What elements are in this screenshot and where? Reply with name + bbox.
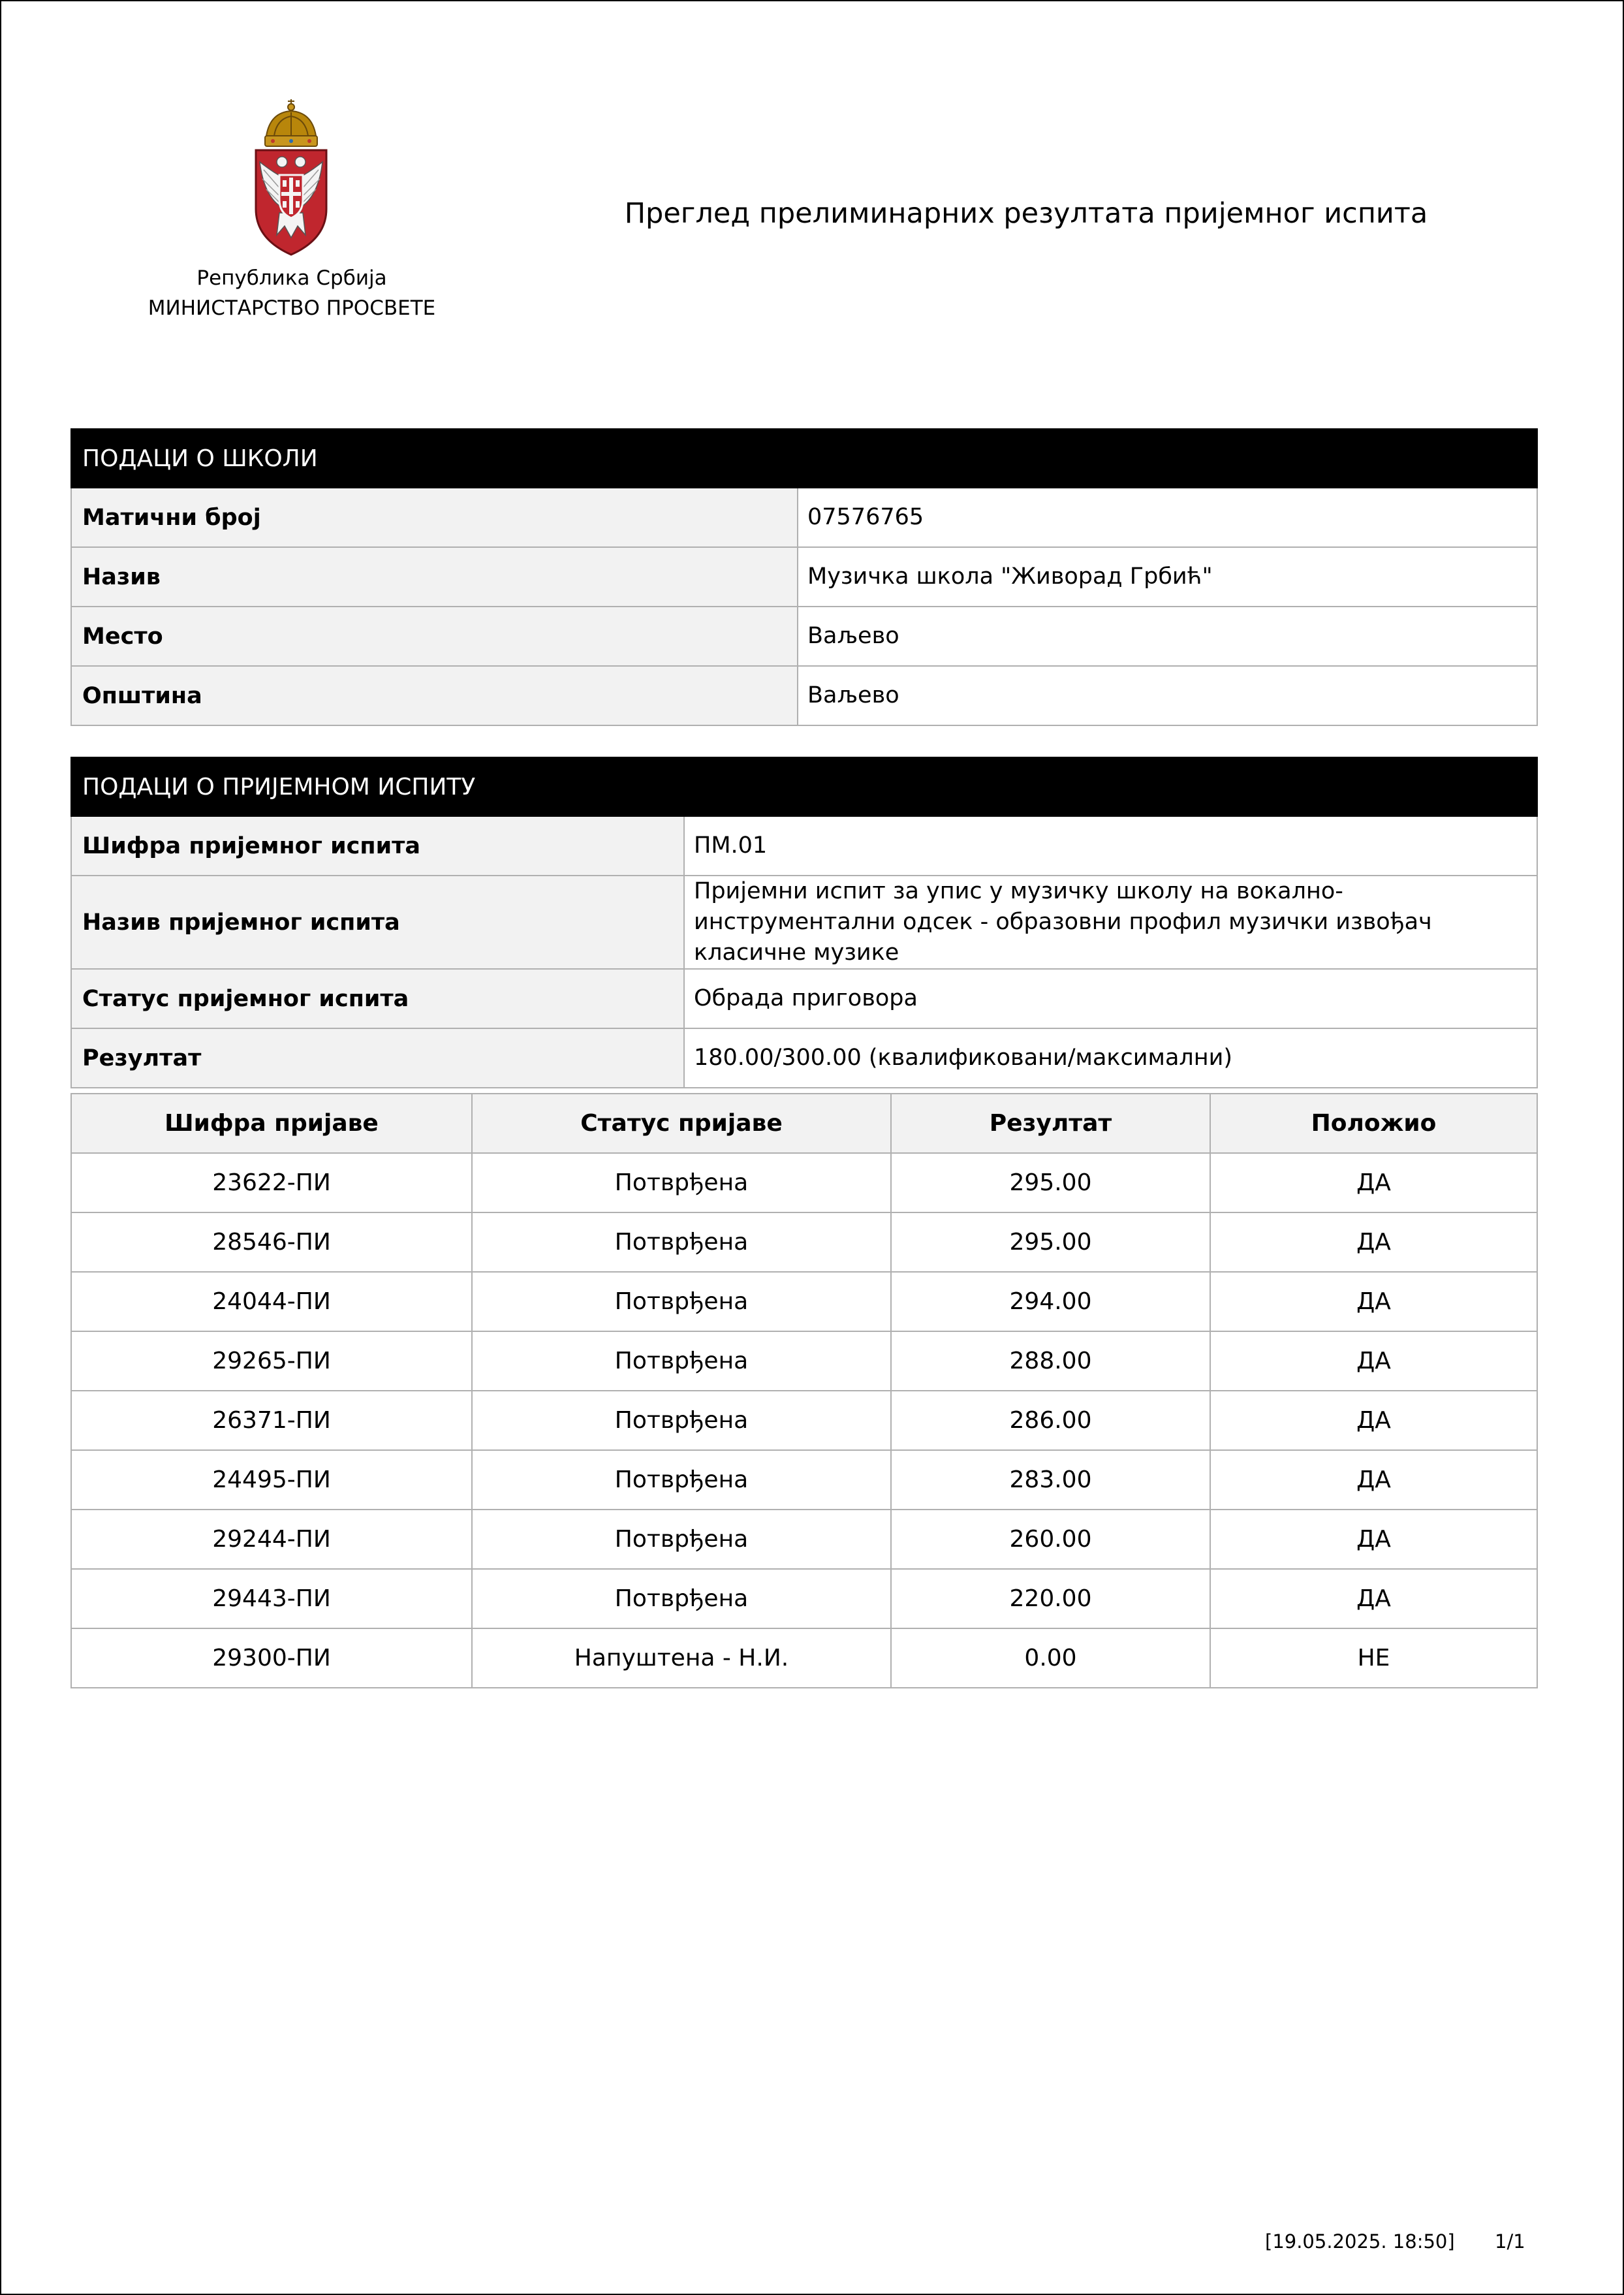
passed-flag: ДА bbox=[1210, 1450, 1537, 1510]
table-row bbox=[71, 488, 1537, 547]
page-number: 1/1 bbox=[1495, 2230, 1525, 2253]
field-label: Статус пријемног испита bbox=[71, 969, 684, 1028]
school-info-table bbox=[70, 428, 1538, 726]
table-row bbox=[71, 1028, 1537, 1088]
passed-flag: ДА bbox=[1210, 1510, 1537, 1569]
column-header: Статус пријаве bbox=[472, 1094, 891, 1153]
passed-flag: ДА bbox=[1210, 1272, 1537, 1331]
column-header: Резултат bbox=[891, 1094, 1210, 1153]
application-code: 24495-ПИ bbox=[71, 1450, 472, 1510]
field-value: Обрада приговора bbox=[684, 969, 1537, 1028]
results-table bbox=[70, 1093, 1538, 1688]
application-status: Напуштена - Н.И. bbox=[472, 1628, 891, 1688]
field-label: Резултат bbox=[71, 1028, 684, 1088]
passed-flag: ДА bbox=[1210, 1212, 1537, 1272]
passed-flag: ДА bbox=[1210, 1391, 1537, 1450]
table-row bbox=[71, 1391, 1537, 1450]
field-label: Место bbox=[71, 607, 798, 666]
table-row bbox=[71, 1212, 1537, 1272]
field-label: Назив пријемног испита bbox=[71, 876, 684, 969]
table-row bbox=[71, 969, 1537, 1028]
ministry-name: МИНИСТАРСТВО ПРОСВЕТЕ bbox=[148, 296, 436, 320]
table-row bbox=[71, 1569, 1537, 1628]
coat-of-arms-icon bbox=[251, 98, 332, 261]
table-row bbox=[71, 816, 1537, 876]
application-score: 0.00 bbox=[891, 1628, 1210, 1688]
application-code: 29265-ПИ bbox=[71, 1331, 472, 1391]
field-value: Ваљево bbox=[798, 666, 1537, 725]
application-status: Потврђена bbox=[472, 1331, 891, 1391]
field-value: 180.00/300.00 (квалификовани/максимални) bbox=[684, 1028, 1537, 1088]
application-score: 294.00 bbox=[891, 1272, 1210, 1331]
application-code: 23622-ПИ bbox=[71, 1153, 472, 1212]
field-label: Назив bbox=[71, 547, 798, 607]
column-header: Положио bbox=[1210, 1094, 1537, 1153]
field-value: Ваљево bbox=[798, 607, 1537, 666]
application-status: Потврђена bbox=[472, 1510, 891, 1569]
table-row bbox=[71, 547, 1537, 607]
exam-info-table bbox=[70, 757, 1538, 1088]
application-score: 260.00 bbox=[891, 1510, 1210, 1569]
document-title: Преглед прелиминарних резултата пријемног испита bbox=[624, 197, 1428, 230]
table-row bbox=[71, 1331, 1537, 1391]
table-row bbox=[71, 1272, 1537, 1331]
field-value: 07576765 bbox=[798, 488, 1537, 547]
application-code: 28546-ПИ bbox=[71, 1212, 472, 1272]
field-label: Општина bbox=[71, 666, 798, 725]
application-score: 220.00 bbox=[891, 1569, 1210, 1628]
application-code: 29244-ПИ bbox=[71, 1510, 472, 1569]
print-timestamp: [19.05.2025. 18:50] bbox=[1265, 2230, 1455, 2253]
field-value: ПМ.01 bbox=[684, 816, 1537, 876]
school-section-heading: ПОДАЦИ О ШКОЛИ bbox=[71, 429, 1537, 488]
application-code: 29443-ПИ bbox=[71, 1569, 472, 1628]
field-value: Музичка школа "Живорад Грбић" bbox=[798, 547, 1537, 607]
table-header-row bbox=[71, 1094, 1537, 1153]
table-row bbox=[71, 1153, 1537, 1212]
exam-section-heading: ПОДАЦИ О ПРИЈЕМНОМ ИСПИТУ bbox=[71, 757, 1537, 816]
application-status: Потврђена bbox=[472, 1212, 891, 1272]
application-status: Потврђена bbox=[472, 1272, 891, 1331]
application-code: 24044-ПИ bbox=[71, 1272, 472, 1331]
field-value: Пријемни испит за упис у музичку школу на вокално-инструментални одсек - образовни профил музички извођач класичне музике bbox=[684, 876, 1537, 969]
application-status: Потврђена bbox=[472, 1569, 891, 1628]
table-row bbox=[71, 876, 1537, 969]
column-header: Шифра пријаве bbox=[71, 1094, 472, 1153]
application-score: 288.00 bbox=[891, 1331, 1210, 1391]
application-score: 286.00 bbox=[891, 1391, 1210, 1450]
table-row bbox=[71, 666, 1537, 725]
passed-flag: ДА bbox=[1210, 1331, 1537, 1391]
application-status: Потврђена bbox=[472, 1153, 891, 1212]
application-status: Потврђена bbox=[472, 1391, 891, 1450]
application-code: 29300-ПИ bbox=[71, 1628, 472, 1688]
application-score: 295.00 bbox=[891, 1153, 1210, 1212]
table-row bbox=[71, 1450, 1537, 1510]
passed-flag: НЕ bbox=[1210, 1628, 1537, 1688]
field-label: Шифра пријемног испита bbox=[71, 816, 684, 876]
field-label: Матични број bbox=[71, 488, 798, 547]
application-status: Потврђена bbox=[472, 1450, 891, 1510]
passed-flag: ДА bbox=[1210, 1153, 1537, 1212]
passed-flag: ДА bbox=[1210, 1569, 1537, 1628]
table-row bbox=[71, 1628, 1537, 1688]
application-score: 283.00 bbox=[891, 1450, 1210, 1510]
application-code: 26371-ПИ bbox=[71, 1391, 472, 1450]
application-score: 295.00 bbox=[891, 1212, 1210, 1272]
table-row bbox=[71, 607, 1537, 666]
org-name: Република Србија bbox=[196, 266, 387, 290]
table-row bbox=[71, 1510, 1537, 1569]
